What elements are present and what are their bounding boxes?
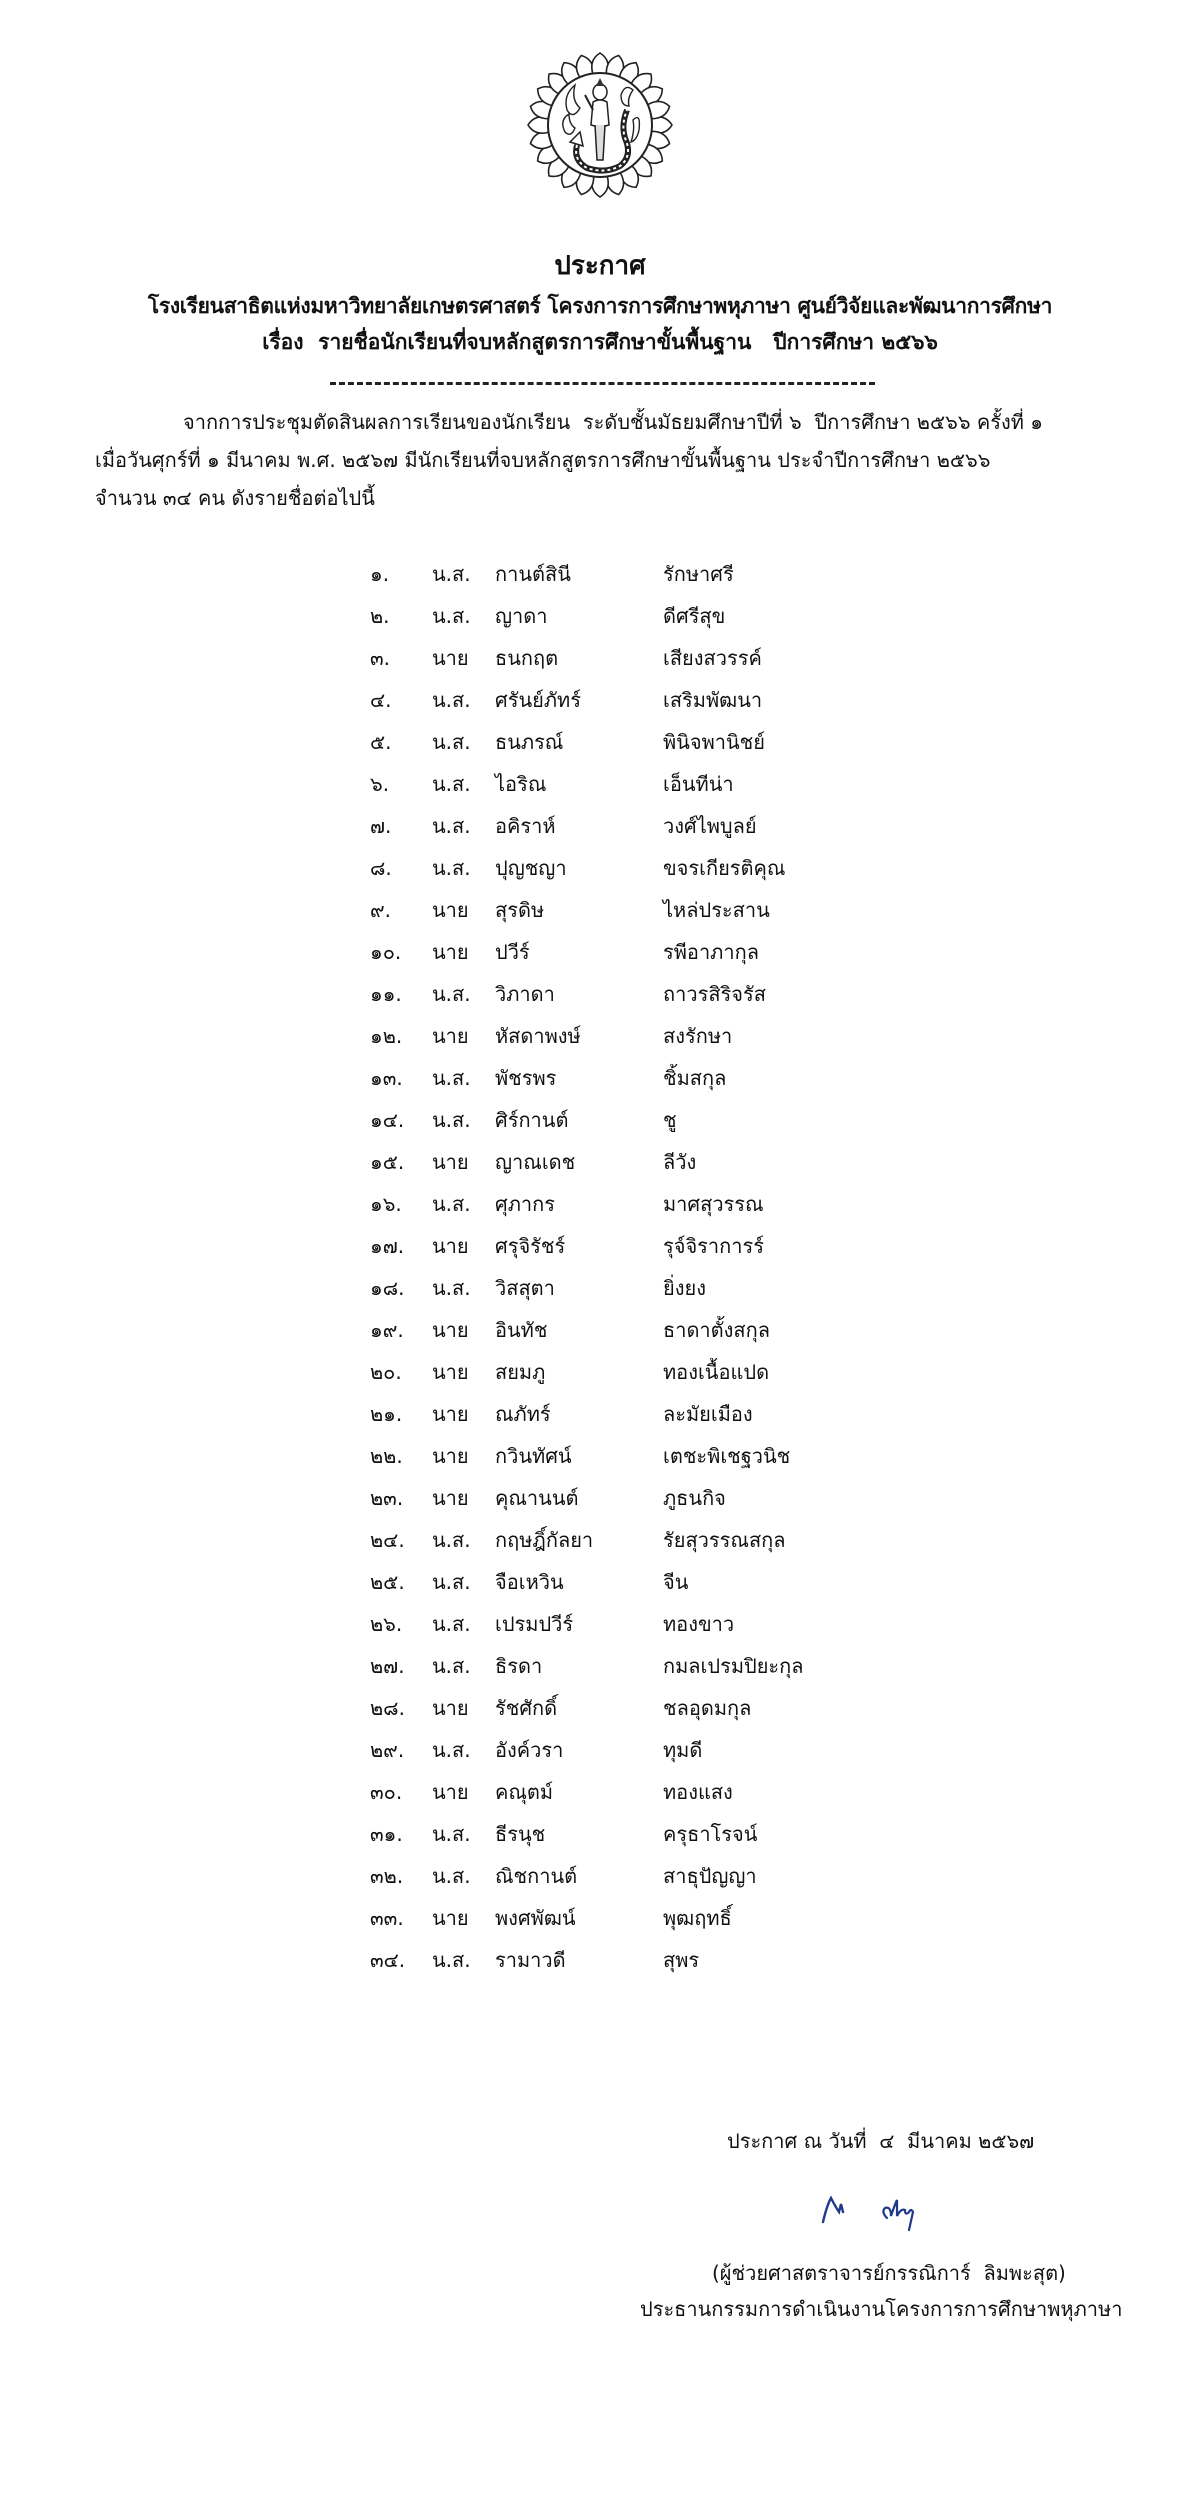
dashed-divider — [330, 382, 875, 385]
student-row — [0, 846, 1200, 888]
announcement-date: ประกาศ ณ วันที่ ๔ มีนาคม ๒๕๖๗ — [727, 2129, 1035, 2153]
student-number: ๒๑. — [370, 1402, 403, 1426]
student-number: ๑๘. — [370, 1276, 405, 1300]
student-number: ๓๒. — [370, 1864, 404, 1888]
student-first-name: ธนกฤต — [495, 646, 559, 670]
student-number: ๒๖. — [370, 1612, 403, 1636]
student-number: ๒๔. — [370, 1528, 405, 1552]
student-title: นาย — [432, 1486, 469, 1510]
student-title: น.ส. — [432, 1108, 471, 1132]
student-title: น.ส. — [432, 1738, 471, 1762]
student-number: ๑๙. — [370, 1318, 404, 1342]
student-last-name: พินิจพานิชย์ — [663, 730, 765, 754]
student-title: น.ส. — [432, 604, 471, 628]
student-last-name: สุพร — [663, 1948, 700, 1972]
announcement-title: ประกาศ — [554, 251, 646, 281]
student-title: น.ส. — [432, 1276, 471, 1300]
student-title: นาย — [432, 898, 469, 922]
student-row — [0, 552, 1200, 594]
school-name: โรงเรียนสาธิตแห่งมหาวิทยาลัยเกษตรศาสตร์ โครงการการศึกษาพหุภาษา ศูนย์วิจัยและพัฒนาการศึกษา — [147, 294, 1053, 318]
student-number: ๓๐. — [370, 1780, 403, 1804]
student-first-name: ศิร์กานต์ — [495, 1108, 569, 1132]
student-row — [0, 1014, 1200, 1056]
student-first-name: คณุตม์ — [495, 1780, 554, 1804]
signer-name: (ผู้ช่วยศาสตราจารย์กรรณิการ์ ลิมพะสุต) — [712, 2261, 1066, 2285]
student-title: น.ส. — [432, 1948, 471, 1972]
student-last-name: มาศสุวรรณ — [663, 1192, 764, 1216]
student-row — [0, 1098, 1200, 1140]
student-last-name: จีน — [663, 1570, 689, 1594]
student-number: ๓๔. — [370, 1948, 406, 1972]
student-row — [0, 762, 1200, 804]
student-last-name: รัยสุวรรณสกุล — [663, 1528, 786, 1552]
student-first-name: กวินทัศน์ — [495, 1444, 572, 1468]
student-last-name: เสริมพัฒนา — [663, 688, 763, 712]
student-row — [0, 1140, 1200, 1182]
student-last-name: ลีวัง — [663, 1150, 697, 1174]
student-title: นาย — [432, 940, 469, 964]
student-last-name: ดีศรีสุข — [663, 604, 726, 628]
student-row — [0, 1056, 1200, 1098]
student-number: ๘. — [370, 856, 392, 880]
student-title: น.ส. — [432, 982, 471, 1006]
student-title: น.ส. — [432, 1528, 471, 1552]
student-first-name: อินทัช — [495, 1318, 548, 1342]
student-first-name: ไอริณ — [495, 772, 547, 796]
student-last-name: รักษาศรี — [663, 562, 734, 586]
student-number: ๓๑. — [370, 1822, 403, 1846]
student-last-name: ขจรเกียรติคุณ — [663, 856, 786, 880]
student-first-name: พงศพัฒน์ — [495, 1906, 576, 1930]
student-first-name: ปวีร์ — [495, 940, 530, 964]
student-first-name: เปรมปวีร์ — [495, 1612, 574, 1636]
student-last-name: ทองแสง — [663, 1780, 733, 1804]
student-title: น.ส. — [432, 814, 471, 838]
student-number: ๑. — [370, 562, 390, 586]
student-last-name: กมลเปรมปิยะกุล — [663, 1654, 804, 1678]
student-first-name: ศุภากร — [495, 1192, 555, 1216]
student-last-name: รพีอาภากุล — [663, 940, 759, 964]
student-row — [0, 678, 1200, 720]
student-row — [0, 1560, 1200, 1602]
student-number: ๒๒. — [370, 1444, 403, 1468]
student-number: ๑๔. — [370, 1108, 405, 1132]
student-title: น.ส. — [432, 1612, 471, 1636]
student-first-name: วิภาดา — [495, 982, 555, 1006]
student-row — [0, 804, 1200, 846]
student-row — [0, 1602, 1200, 1644]
student-number: ๒๗. — [370, 1654, 405, 1678]
student-last-name: ทุมดี — [663, 1738, 703, 1762]
student-row — [0, 720, 1200, 762]
student-last-name: รุจ์จิราการร์ — [663, 1234, 764, 1258]
student-title: นาย — [432, 1696, 469, 1720]
student-last-name: พุฒฤทธิ์ — [663, 1906, 732, 1930]
student-row — [0, 888, 1200, 930]
student-last-name: ชู — [663, 1108, 677, 1132]
student-row — [0, 930, 1200, 972]
student-number: ๒๘. — [370, 1696, 405, 1720]
student-first-name: หัสดาพงษ์ — [495, 1024, 581, 1048]
student-last-name: ภูธนกิจ — [663, 1486, 726, 1510]
student-first-name: ญาดา — [495, 604, 548, 628]
handwritten-signature-icon — [805, 2190, 945, 2240]
student-number: ๑๗. — [370, 1234, 405, 1258]
student-row — [0, 1938, 1200, 1980]
student-title: น.ส. — [432, 1066, 471, 1090]
student-row — [0, 972, 1200, 1014]
student-last-name: ชิ้มสกุล — [663, 1066, 727, 1090]
student-row — [0, 1770, 1200, 1812]
student-title: น.ส. — [432, 730, 471, 754]
student-number: ๙. — [370, 898, 392, 922]
student-row — [0, 1476, 1200, 1518]
student-title: น.ส. — [432, 1570, 471, 1594]
student-first-name: พัชรพร — [495, 1066, 557, 1090]
student-first-name: สยมภู — [495, 1360, 546, 1384]
student-row — [0, 1392, 1200, 1434]
body-line-2: เมื่อวันศุกร์ที่ ๑ มีนาคม พ.ศ. ๒๕๖๗ มีนักเรียนที่จบหลักสูตรการศึกษาขั้นพื้นฐาน ประจำปีการศึกษา ๒๕๖๖ — [95, 448, 991, 472]
student-title: นาย — [432, 1318, 469, 1342]
student-title: นาย — [432, 646, 469, 670]
student-number: ๑๑. — [370, 982, 402, 1006]
kasetsart-university-emblem-icon — [525, 50, 675, 200]
student-last-name: เอ็นทีน่า — [663, 772, 734, 796]
student-first-name: รัชศักดิ์ — [495, 1696, 558, 1720]
student-last-name: สาธุปัญญา — [663, 1864, 757, 1888]
student-first-name: กานต์สินี — [495, 562, 571, 586]
student-row — [0, 1812, 1200, 1854]
student-list — [0, 552, 1200, 1980]
student-last-name: ทองขาว — [663, 1612, 735, 1636]
student-title: น.ส. — [432, 1864, 471, 1888]
student-row — [0, 1266, 1200, 1308]
student-number: ๖. — [370, 772, 390, 796]
student-number: ๒๙. — [370, 1738, 405, 1762]
student-row — [0, 1686, 1200, 1728]
body-line-1: จากการประชุมตัดสินผลการเรียนของนักเรียน ระดับชั้นมัธยมศึกษาปีที่ ๖ ปีการศึกษา ๒๕๖๖ ครั้งที่ ๑ — [183, 410, 1043, 434]
student-title: นาย — [432, 1444, 469, 1468]
student-last-name: สงรักษา — [663, 1024, 733, 1048]
student-number: ๑๐. — [370, 940, 402, 964]
student-first-name: รามาวดี — [495, 1948, 566, 1972]
student-row — [0, 1182, 1200, 1224]
student-row — [0, 1308, 1200, 1350]
student-row — [0, 1434, 1200, 1476]
student-first-name: ศรุจิรัชร์ — [495, 1234, 566, 1258]
student-row — [0, 1854, 1200, 1896]
student-first-name: ณิชกานต์ — [495, 1864, 578, 1888]
student-title: น.ส. — [432, 562, 471, 586]
student-row — [0, 1350, 1200, 1392]
student-first-name: ณภัทร์ — [495, 1402, 551, 1426]
student-first-name: กฤษฎิ์กัลยา — [495, 1528, 594, 1552]
student-number: ๒. — [370, 604, 390, 628]
student-number: ๑๕. — [370, 1150, 405, 1174]
student-title: น.ส. — [432, 688, 471, 712]
student-title: น.ส. — [432, 1654, 471, 1678]
student-title: น.ส. — [432, 772, 471, 796]
student-first-name: อคิราห์ — [495, 814, 556, 838]
student-row — [0, 1224, 1200, 1266]
student-first-name: ญาณเดช — [495, 1150, 576, 1174]
student-last-name: เสียงสวรรค์ — [663, 646, 762, 670]
student-number: ๗. — [370, 814, 392, 838]
student-number: ๑๒. — [370, 1024, 403, 1048]
student-first-name: สุรดิษ — [495, 898, 545, 922]
student-number: ๓. — [370, 646, 391, 670]
body-line-3: จำนวน ๓๔ คน ดังรายชื่อต่อไปนี้ — [95, 486, 375, 510]
student-title: นาย — [432, 1234, 469, 1258]
student-last-name: ละมัยเมือง — [663, 1402, 753, 1426]
student-first-name: ศรันย์ภัทร์ — [495, 688, 581, 712]
student-number: ๑๖. — [370, 1192, 402, 1216]
student-last-name: วงศ์ไพบูลย์ — [663, 814, 757, 838]
student-title: นาย — [432, 1780, 469, 1804]
student-number: ๒๐. — [370, 1360, 402, 1384]
student-first-name: วิสสุตา — [495, 1276, 555, 1300]
student-first-name: จือเหวิน — [495, 1570, 564, 1594]
student-number: ๑๓. — [370, 1066, 403, 1090]
signer-position: ประธานกรรมการดำเนินงานโครงการการศึกษาพหุภาษา — [640, 2297, 1123, 2321]
student-number: ๒๓. — [370, 1486, 404, 1510]
student-last-name: ชลอุดมกุล — [663, 1696, 752, 1720]
student-first-name: คุณานนต์ — [495, 1486, 579, 1510]
student-last-name: ยิ่งยง — [663, 1276, 706, 1300]
announcement-subject: เรื่อง รายชื่อนักเรียนที่จบหลักสูตรการศึกษาขั้นพื้นฐาน ปีการศึกษา ๒๕๖๖ — [262, 330, 938, 354]
student-title: น.ส. — [432, 1192, 471, 1216]
student-title: นาย — [432, 1402, 469, 1426]
student-title: นาย — [432, 1024, 469, 1048]
student-last-name: ถาวรสิริจรัส — [663, 982, 766, 1006]
student-number: ๕. — [370, 730, 392, 754]
student-last-name: ครุธาโรจน์ — [663, 1822, 758, 1846]
student-first-name: ธนภรณ์ — [495, 730, 564, 754]
student-number: ๓๓. — [370, 1906, 404, 1930]
student-row — [0, 1518, 1200, 1560]
student-number: ๔. — [370, 688, 392, 712]
student-first-name: ปุญชญา — [495, 856, 567, 880]
student-first-name: ธีรนุช — [495, 1822, 546, 1846]
student-title: นาย — [432, 1906, 469, 1930]
student-row — [0, 594, 1200, 636]
student-last-name: เตชะพิเชฐวนิช — [663, 1444, 791, 1468]
student-title: น.ส. — [432, 1822, 471, 1846]
student-title: นาย — [432, 1360, 469, 1384]
student-last-name: ธาดาตั้งสกุล — [663, 1318, 770, 1342]
student-number: ๒๕. — [370, 1570, 405, 1594]
student-row — [0, 1644, 1200, 1686]
student-title: น.ส. — [432, 856, 471, 880]
announcement-body — [95, 403, 1115, 517]
student-row — [0, 1896, 1200, 1938]
student-title: นาย — [432, 1150, 469, 1174]
student-first-name: ธิรดา — [495, 1654, 543, 1678]
student-last-name: ทองเนื้อแปด — [663, 1360, 770, 1384]
student-last-name: ไหล่ประสาน — [663, 898, 770, 922]
student-row — [0, 636, 1200, 678]
student-row — [0, 1728, 1200, 1770]
student-first-name: อังค์วรา — [495, 1738, 564, 1762]
